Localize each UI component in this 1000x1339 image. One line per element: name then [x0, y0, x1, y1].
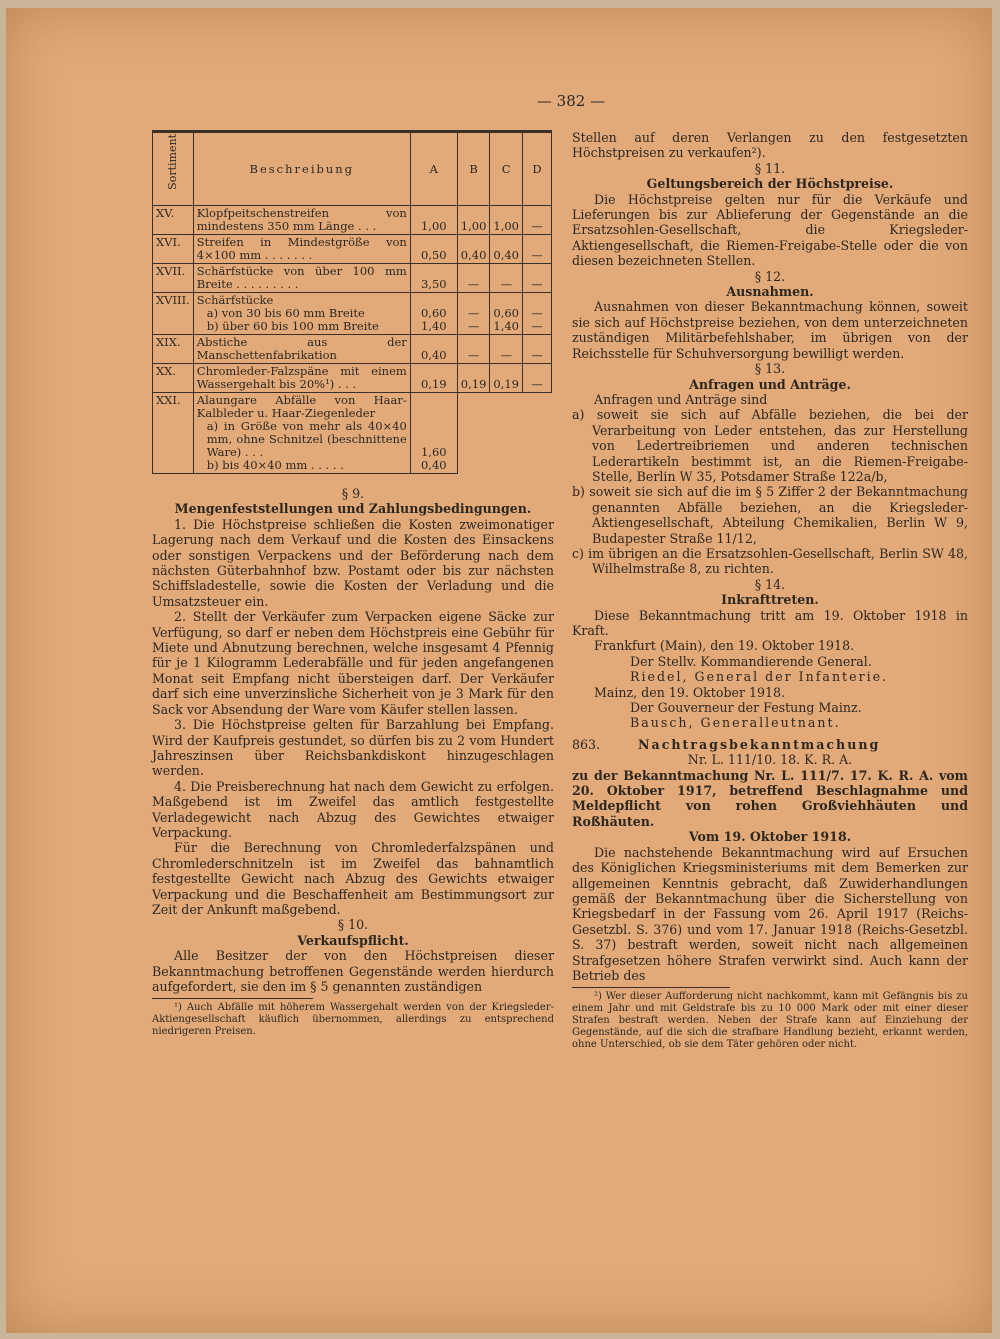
cell-c: 0,60 [493, 306, 519, 320]
col-sortiment: Sortiment [166, 134, 180, 190]
row-number: XIX. [153, 335, 194, 364]
col-beschreibung: Beschreibung [193, 132, 410, 206]
paragraph: Stellen auf deren Verlangen zu den festgesetzten Höchstpreisen zu verkaufen²). [572, 130, 968, 161]
cell-b: 0,19 [457, 364, 490, 393]
notice-subtitle: zu der Bekanntmachung Nr. L. 111/7. 17. K. R. A. vom 20. Oktober 1917, betreffend Beschlagnahme und Meldepflicht von rohen Großviehhäuten und Roßhäuten. [572, 767, 968, 829]
row-number: XVI. [153, 235, 194, 264]
cell-c: 1,00 [490, 206, 523, 235]
cell-a: 0,60 [420, 306, 447, 320]
table-row [153, 293, 552, 335]
cell-a: 0,40 [410, 335, 457, 364]
cell-b: 1,00 [457, 206, 490, 235]
document-page [6, 8, 992, 1333]
row-number: XVII. [153, 264, 194, 293]
cell-d: — [523, 264, 552, 293]
row-description: Abstiche aus der Manschettenfabrikation [193, 335, 410, 364]
paragraph: Ausnahmen von dieser Bekanntmachung können, soweit sie sich auf Höchstpreise beziehen, von dem unterzeichneten zuständigen Militärbefehlshaber, im übrigen von der Reichsstelle für Schuhversorgung bewilligt werden. [572, 299, 968, 361]
list-item: c) im übrigen an die Ersatzsohlen-Gesellschaft, Berlin SW 48, Wilhelmstraße 8, zu richten. [572, 545, 968, 577]
col-a: A [410, 132, 457, 206]
table-header-row [153, 132, 552, 206]
list-item: a) soweit sie sich auf Abfälle beziehen, die bei der Verarbeitung von Leder entstehen, das zur Herstellung von Ledertreibriemen und anderen technischen Lederartikeln bestimmt ist, an die Riemen-Freigabe-Stelle, Berlin W 35, Potsdamer Straße 122a/b, [572, 407, 968, 484]
row-sub-b: b) über 60 bis 100 mm Breite [206, 319, 379, 333]
section-14-title: § 14. [754, 576, 786, 592]
row-number: XXI. [153, 393, 194, 474]
cell-d: — [523, 206, 552, 235]
cell-a: 3,50 [410, 264, 457, 293]
cell-a: 0,40 [420, 458, 447, 472]
paragraph: Diese Bekanntmachung tritt am 19. Oktober 1918 in Kraft. [572, 607, 968, 638]
left-column [152, 130, 554, 1038]
section-11-title: § 11. [754, 160, 786, 176]
signature-line: Riedel, General der Infanterie. [630, 669, 889, 685]
table-row [153, 364, 552, 393]
cell-d: — [523, 335, 552, 364]
row-description: Klopfpeitschenstreifen von mindestens 350 mm Länge . . . [193, 206, 410, 235]
cell-c: — [490, 264, 523, 293]
col-b: B [457, 132, 490, 206]
section-13-heading: Anfragen und Anträge. [689, 376, 851, 392]
footnote: ²) Wer dieser Aufforderung nicht nachkommt, kann mit Gefängnis bis zu einem Jahr und mit Geldstrafe bis zu 10 000 Mark oder mit einer dieser Strafen bestraft werden. Neben der Strafe kann auf Einziehung der Gegenstände, auf die sich die strafbare Handlung bezieht, erkannt werden, ohne Unterschied, ob sie dem Täter gehören oder nicht. [572, 991, 968, 1051]
notice-date: Vom 19. Oktober 1918. [688, 829, 852, 845]
table-row [153, 264, 552, 293]
section-9-heading: Mengenfeststellungen und Zahlungsbedingungen. [174, 501, 532, 517]
section-12-heading: Ausnahmen. [726, 284, 814, 300]
cell-c: 0,40 [490, 235, 523, 264]
cell-a: 1,40 [420, 319, 447, 333]
cell-d: — [531, 319, 543, 333]
price-table [152, 130, 552, 474]
cell-a: 0,19 [410, 364, 457, 393]
table-row [153, 206, 552, 235]
paragraph: Anfragen und Anträge sind [594, 391, 768, 407]
footnote: ¹) Auch Abfälle mit höherem Wassergehalt werden von der Kriegsleder-Aktiengesellschaft käuflich übernommen, allerdings zu entsprechend niedrigeren Preisen. [152, 1002, 554, 1038]
row-description: Alaungare Abfälle von Haar-Kalbleder u. Haar-Ziegenleder [196, 393, 407, 420]
cell-b: — [467, 319, 480, 333]
section-10-title: § 10. [337, 917, 369, 933]
paragraph: Alle Besitzer der von den Höchstpreisen dieser Bekanntmachung betroffenen Gegenstände werden hierdurch aufgefordert, sie den im § 5 genannten zuständigen [152, 948, 554, 994]
cell-c: 0,19 [490, 364, 523, 393]
cell-a: 1,60 [420, 445, 447, 459]
list-item: b) soweit sie sich auf die im § 5 Ziffer 2 der Bekanntmachung genannten Abfälle beziehen, an die Kriegsleder-Aktiengesellschaft, Abteilung Chemikalien, Berlin W 9, Budapester Straße 11/12, [572, 484, 968, 546]
table-row [153, 235, 552, 264]
paragraph: 2. Stellt der Verkäufer zum Verpacken eigene Säcke zur Verfügung, so darf er neben dem Höchstpreis eine Gebühr für Miete und Abnutzung berechnen, welche insgesamt 4 Pfennig für je 1 Kilogramm Lederabfälle und für jeden angefangenen Monat seit Empfang nicht übersteigen darf. Der Verkäufer darf sich eine unverzinsliche Sicherheit von je 3 Mark für den Sack vor Absendung der Ware vom Käufer stellen lassen. [152, 609, 554, 717]
signature-line: Der Gouverneur der Festung Mainz. [630, 700, 862, 716]
cell-d: — [523, 235, 552, 264]
cell-c: 1,40 [493, 319, 519, 333]
section-12-title: § 12. [754, 268, 786, 284]
col-d: D [523, 132, 552, 206]
table-row [153, 335, 552, 364]
section-13-title: § 13. [754, 361, 786, 377]
row-description: Chromleder-Falzspäne mit einem Wassergehalt bis 20%¹) . . . [193, 364, 410, 393]
paragraph: 3. Die Höchstpreise gelten für Barzahlung bei Empfang. Wird der Kaufpreis gestundet, so dürfen bis zu 2 vom Hundert Jahreszinsen über Reichsbankdiskont hinzugeschlagen werden. [152, 717, 554, 779]
cell-b: — [457, 335, 490, 364]
footnote-divider [572, 987, 730, 988]
row-description: Schärfstücke von über 100 mm Breite . . . . . . . . . [193, 264, 410, 293]
notice-title: Nachtragsbekanntmachung [638, 736, 881, 752]
section-14-heading: Inkrafttreten. [721, 592, 819, 608]
signature-line: Frankfurt (Main), den 19. Oktober 1918. [594, 638, 855, 654]
row-number: XVIII. [153, 293, 194, 335]
section-11-heading: Geltungsbereich der Höchstpreise. [646, 176, 894, 192]
right-column [572, 130, 968, 1051]
paragraph: Die nachstehende Bekanntmachung wird auf Ersuchen des Königlichen Kriegsministeriums mit dem Bemerken zur allgemeinen Kenntnis gebracht, daß Zuwiderhandlungen gemäß der Bekanntmachung über die Sicherstellung von Kriegsbedarf in der Fassung vom 26. April 1917 (Reichs-Gesetzbl. S. 376) und vom 17. Januar 1918 (Reichs-Gesetzbl. S. 37) bestraft werden, soweit nicht nach allgemeinen Strafgesetzen höhere Strafen verwirkt sind. Auch kann der Betrieb des [572, 844, 968, 983]
signature-line: Mainz, den 19. Oktober 1918. [594, 684, 786, 700]
row-sub-a: a) von 30 bis 60 mm Breite [206, 306, 365, 320]
row-number: XV. [153, 206, 194, 235]
col-c: C [490, 132, 523, 206]
row-description: Streifen in Mindestgröße von 4×100 mm . . . . . . . [193, 235, 410, 264]
cell-b: — [467, 306, 480, 320]
paragraph: 4. Die Preisberechnung hat nach dem Gewicht zu erfolgen. Maßgebend ist im Zweifel das amtlich festgestellte Verladegewicht nach Abzug des Gewichtes etwaiger Verpackung. [152, 778, 554, 840]
row-sub-a: a) in Größe von mehr als 40×40 mm, ohne Schnitzel (beschnittene Ware) . . . [206, 419, 407, 459]
paragraph: 1. Die Höchstpreise schließen die Kosten zweimonatiger Lagerung nach dem Verkauf und die Kosten des Einsackens oder sonstigen Verpackens und der Beförderung nach dem nächsten Güterbahnhof bzw. Postamt oder bis zur nächsten Schiffsladestelle, sowie die Kosten der Verladung und die Umsatzsteuer ein. [152, 516, 554, 609]
section-10-heading: Verkaufspflicht. [297, 932, 409, 948]
cell-d: — [523, 364, 552, 393]
footnote-divider [152, 998, 313, 999]
notice-reference: Nr. L. 111/10. 18. K. R. A. [687, 752, 853, 768]
cell-a: 0,50 [410, 235, 457, 264]
row-sub-b: b) bis 40×40 mm . . . . . [206, 458, 344, 472]
page-number: — 382 — [536, 92, 606, 110]
paragraph: Für die Berechnung von Chromlederfalzspänen und Chromlederschnitzeln ist im Zweifel das bahnamtlich festgestellte Gewicht nach Abzug des Gewichts etwaiger Verpackung und die Beschaffenheit am Bestimmungsort zur Zeit der Ankunft maßgebend. [152, 840, 554, 917]
cell-c: — [490, 335, 523, 364]
signature-line: Der Stellv. Kommandierende General. [630, 653, 872, 669]
cell-b: — [457, 264, 490, 293]
row-description: Schärfstücke [196, 293, 274, 307]
cell-a: 1,00 [410, 206, 457, 235]
cell-d: — [531, 306, 543, 320]
row-number: XX. [153, 364, 194, 393]
section-9-title: § 9. [341, 486, 365, 501]
notice-number: 863. [572, 736, 601, 752]
table-row [153, 393, 552, 474]
cell-b: 0,40 [457, 235, 490, 264]
signature-line: Bausch, Generalleutnant. [630, 715, 841, 731]
paragraph: Die Höchstpreise gelten nur für die Verkäufe und Lieferungen bis zur Ablieferung der Gegenstände an die Ersatzsohlen-Gesellschaft, die Kriegsleder-Aktiengesellschaft, die Riemen-Freigabe-Stelle oder die von diesen bezeichneten Stellen. [572, 191, 968, 269]
